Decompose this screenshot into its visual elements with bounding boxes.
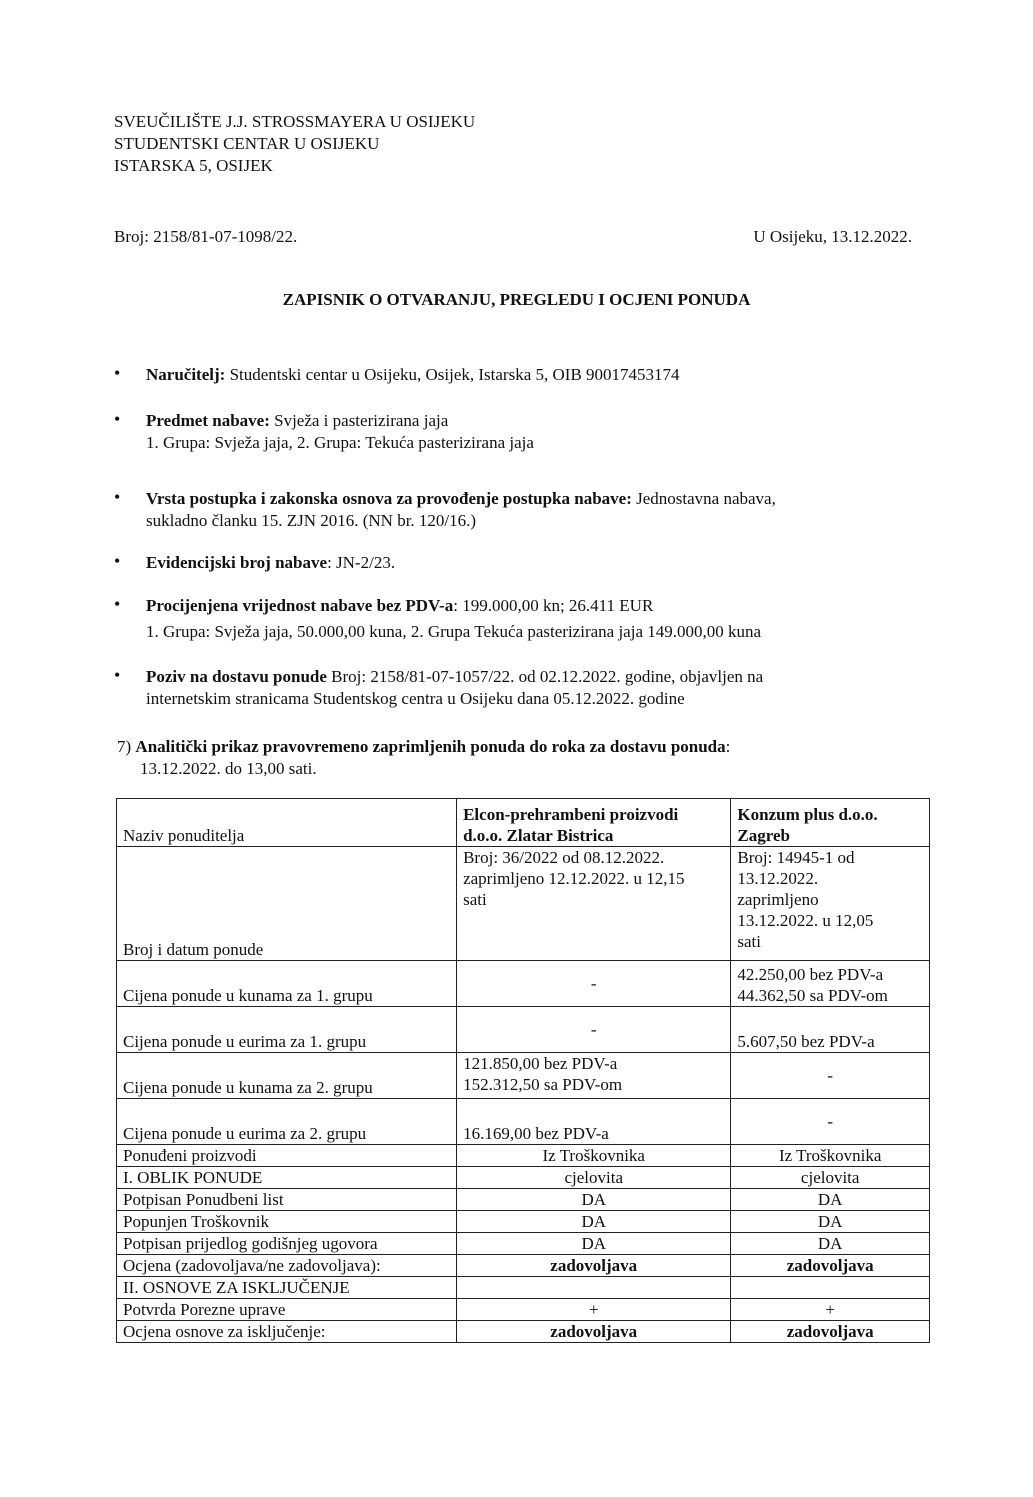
- item-text: Studentski centar u Osijeku, Osijek, Istarska 5, OIB 90017453174: [225, 365, 680, 384]
- offer-received-tail: sati: [737, 932, 761, 951]
- bidder-1-name: Elcon-prehrambeni proizvodi: [463, 805, 679, 824]
- table-row: [117, 1053, 930, 1099]
- row-label: Popunjen Troškovnik: [123, 1212, 269, 1231]
- table-row: [117, 1189, 930, 1211]
- bullet-icon: •: [114, 487, 121, 507]
- item-text: Jednostavna nabava,: [631, 489, 776, 508]
- bidder-1-name-cell: [457, 799, 731, 847]
- item-label: Vrsta postupka i zakonska osnova za provođenje postupka nabave:: [146, 489, 632, 508]
- section-7: [117, 736, 730, 780]
- bidder-1-value-cell: [457, 961, 731, 1007]
- bidder-2-value-cell: [731, 1321, 930, 1343]
- row-label-cell: [117, 1233, 457, 1255]
- cell-value: +: [825, 1300, 835, 1319]
- row-label: Ponuđeni proizvodi: [123, 1146, 257, 1165]
- bidder-1-value-cell: [457, 1233, 731, 1255]
- bidder-2-value-cell: [731, 1255, 930, 1277]
- bidder-2-value-cell: [731, 1233, 930, 1255]
- row-label: Potpisan Ponudbeni list: [123, 1190, 284, 1209]
- row-label: I. OBLIK PONUDE: [123, 1168, 263, 1187]
- cell-value: DA: [817, 1190, 843, 1209]
- institution-address: ISTARSKA 5, OSIJEK: [114, 156, 273, 175]
- offer-received: zaprimljeno 12.12.2022. u 12,15: [463, 869, 685, 888]
- bidder-1-offer-cell: [457, 847, 731, 961]
- bidder-1-value-cell: [457, 1007, 731, 1053]
- bidder-2-location: Zagreb: [737, 826, 790, 845]
- offer-number: Broj: 14945-1 od: [737, 848, 855, 867]
- bidder-1-value-cell: [457, 1145, 731, 1167]
- item-text-line-2: sukladno članku 15. ZJN 2016. (NN br. 120/16.): [146, 511, 477, 530]
- value-dash: -: [590, 974, 597, 993]
- row-label-cell: [117, 1099, 457, 1145]
- row-label: Cijena ponude u kunama za 2. grupu: [123, 1078, 373, 1097]
- bidder-2-name: Konzum plus d.o.o.: [737, 805, 878, 824]
- table-row: [117, 1007, 930, 1053]
- row-label-cell: [117, 1053, 457, 1099]
- row-label-cell: [117, 1299, 457, 1321]
- item-text-line-2: 1. Grupa: Svježa jaja, 50.000,00 kuna, 2. Grupa Tekuća pasterizirana jaja 149.000,00 kuna: [146, 622, 762, 641]
- bidder-1-value-cell: [457, 1255, 731, 1277]
- item-text: : 199.000,00 kn; 26.411 EUR: [453, 596, 654, 615]
- bidder-2-value-cell: [731, 1007, 930, 1053]
- bidder-2-offer-cell: [731, 847, 930, 961]
- cell-value: DA: [581, 1234, 607, 1253]
- document-title: ZAPISNIK O OTVARANJU, PREGLEDU I OCJENI PONUDA: [282, 290, 751, 309]
- value-dash: -: [590, 1020, 597, 1039]
- row-label-cell: [117, 1167, 457, 1189]
- row-label: II. OSNOVE ZA ISKLJUČENJE: [123, 1278, 350, 1297]
- item-label: Predmet nabave:: [146, 411, 270, 430]
- table-row: [117, 1145, 930, 1167]
- bidder-1-value-cell: [457, 1299, 731, 1321]
- bidder-2-name-cell: [731, 799, 930, 847]
- row-label-cell: [117, 1255, 457, 1277]
- row-label: Cijena ponude u eurima za 2. grupu: [123, 1124, 367, 1143]
- cell-value: zadovoljava: [786, 1322, 874, 1341]
- cell-value: DA: [817, 1234, 843, 1253]
- reference-number: Broj: 2158/81-07-1098/22.: [114, 227, 298, 246]
- offer-received-tail: sati: [463, 890, 487, 909]
- table-row: [117, 1211, 930, 1233]
- bidder-1-value-cell: [457, 1277, 731, 1299]
- row-label: Broj i datum ponude: [123, 940, 264, 959]
- item-label: Procijenjena vrijednost nabave bez PDV-a: [146, 596, 454, 615]
- cell-value: DA: [817, 1212, 843, 1231]
- bullet-icon: •: [114, 665, 121, 685]
- price-with-vat: 44.362,50 sa PDV-om: [737, 986, 888, 1005]
- table-header-row: [117, 799, 930, 847]
- price-without-vat: 42.250,00 bez PDV-a: [737, 965, 884, 984]
- offer-date: 13.12.2022.: [737, 869, 819, 888]
- cell-value: cjelovita: [800, 1168, 860, 1187]
- price-without-vat: 16.169,00 bez PDV-a: [463, 1124, 609, 1143]
- row-label-cell: [117, 1189, 457, 1211]
- bidder-2-value-cell: [731, 1277, 930, 1299]
- bidder-2-value-cell: [731, 1211, 930, 1233]
- bidder-1-value-cell: [457, 1321, 731, 1343]
- cell-value: zadovoljava: [786, 1256, 874, 1275]
- section-number: 7): [117, 737, 132, 756]
- cell-value: +: [588, 1300, 599, 1319]
- place-and-date: U Osijeku, 13.12.2022.: [753, 227, 912, 246]
- cell-value: zadovoljava: [550, 1322, 638, 1341]
- bidder-2-value-cell: [731, 1053, 930, 1099]
- item-label: Naručitelj:: [146, 365, 226, 384]
- bullet-icon: •: [114, 409, 121, 429]
- table-row: [117, 1167, 930, 1189]
- item-text: : JN-2/23.: [327, 553, 396, 572]
- cell-value: DA: [581, 1212, 607, 1231]
- cell-value: cjelovita: [564, 1168, 623, 1187]
- item-text: Broj: 2158/81-07-1057/22. od 02.12.2022. godine, objavljen na: [326, 667, 764, 686]
- bullet-icon: •: [114, 551, 121, 571]
- cell-value: Iz Troškovnika: [778, 1146, 882, 1165]
- value-dash: -: [827, 1066, 834, 1085]
- price-with-vat: 152.312,50 sa PDV-om: [463, 1075, 623, 1094]
- bidder-2-value-cell: [731, 961, 930, 1007]
- header-label-cell: [117, 799, 457, 847]
- item-label: Poziv na dostavu ponude: [146, 667, 327, 686]
- table-row: [117, 961, 930, 1007]
- row-label: Cijena ponude u eurima za 1. grupu: [123, 1032, 367, 1051]
- cell-value: zadovoljava: [550, 1256, 638, 1275]
- bidder-2-value-cell: [731, 1145, 930, 1167]
- section-text: :: [725, 737, 731, 756]
- bidder-2-value-cell: [731, 1299, 930, 1321]
- item-label: Evidencijski broj nabave: [146, 553, 328, 572]
- row-label: Potvrda Porezne uprave: [123, 1300, 286, 1319]
- table-row: [117, 847, 930, 961]
- row-label-cell: [117, 1145, 457, 1167]
- row-label-cell: [117, 1277, 457, 1299]
- institution-line-1: SVEUČILIŠTE J.J. STROSSMAYERA U OSIJEKU: [114, 112, 476, 131]
- table-row: [117, 1277, 930, 1299]
- bidder-1-value-cell: [457, 1053, 731, 1099]
- price-without-vat: 121.850,00 bez PDV-a: [463, 1054, 618, 1073]
- table-row: [117, 1099, 930, 1145]
- offers-table: [116, 798, 930, 1343]
- bidder-2-value-cell: [731, 1167, 930, 1189]
- table-row: [117, 1255, 930, 1277]
- row-label: Ocjena (zadovoljava/ne zadovoljava):: [123, 1256, 381, 1275]
- offer-received-date: 13.12.2022. u 12,05: [737, 911, 874, 930]
- section-label: Analitički prikaz pravovremeno zaprimljenih ponuda do roka za dostavu ponuda: [135, 737, 726, 756]
- price-without-vat: 5.607,50 bez PDV-a: [737, 1032, 875, 1051]
- row-label-cell: [117, 1211, 457, 1233]
- cell-value: DA: [581, 1190, 607, 1209]
- row-label: Cijena ponude u kunama za 1. grupu: [123, 986, 373, 1005]
- item-text-line-2: internetskim stranicama Studentskog centra u Osijeku dana 05.12.2022. godine: [146, 689, 685, 708]
- institution-line-2: STUDENTSKI CENTAR U OSIJEKU: [114, 134, 380, 153]
- row-label-cell: [117, 1007, 457, 1053]
- bullet-icon: •: [114, 363, 121, 383]
- offer-number: Broj: 36/2022 od 08.12.2022.: [463, 848, 665, 867]
- bidder-1-value-cell: [457, 1189, 731, 1211]
- offer-received: zaprimljeno: [737, 890, 819, 909]
- row-label: Potpisan prijedlog godišnjeg ugovora: [123, 1234, 378, 1253]
- row-label-cell: [117, 847, 457, 961]
- row-label: Ocjena osnove za isključenje:: [123, 1322, 326, 1341]
- item-text: Svježa i pasterizirana jaja: [269, 411, 449, 430]
- row-label-cell: [117, 961, 457, 1007]
- header-label: Naziv ponuditelja: [123, 826, 245, 845]
- table-row: [117, 1233, 930, 1255]
- item-text-line-2: 1. Grupa: Svježa jaja, 2. Grupa: Tekuća pasterizirana jaja: [146, 433, 534, 452]
- bidder-1-value-cell: [457, 1167, 731, 1189]
- table-row: [117, 1321, 930, 1343]
- bidder-1-value-cell: [457, 1099, 731, 1145]
- value-dash: -: [827, 1112, 834, 1131]
- bidder-2-value-cell: [731, 1099, 930, 1145]
- cell-value: Iz Troškovnika: [542, 1146, 645, 1165]
- row-label-cell: [117, 1321, 457, 1343]
- bullet-icon: •: [114, 594, 121, 614]
- table-row: [117, 1299, 930, 1321]
- section-deadline: 13.12.2022. do 13,00 sati.: [140, 759, 317, 778]
- bidder-1-value-cell: [457, 1211, 731, 1233]
- bidder-1-location: d.o.o. Zlatar Bistrica: [463, 826, 614, 845]
- bidder-2-value-cell: [731, 1189, 930, 1211]
